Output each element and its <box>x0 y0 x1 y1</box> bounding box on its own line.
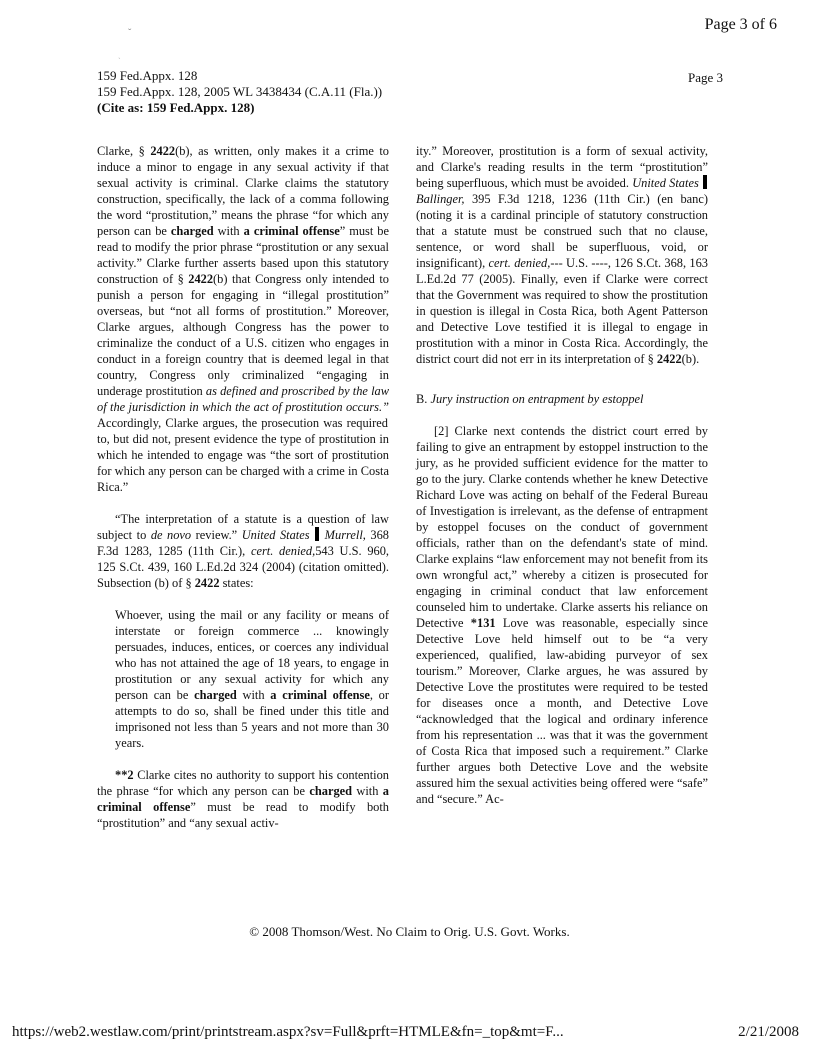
scan-mark: ˇ <box>128 28 132 39</box>
cite-as: (Cite as: 159 Fed.Appx. 128) <box>97 100 255 115</box>
case-link[interactable]: United States <box>241 528 310 542</box>
page-of-indicator: Page 3 of 6 <box>704 16 777 33</box>
print-url: https://web2.westlaw.com/print/printstream.aspx?sv=Full&prft=HTMLE&fn=_top&mt=F... <box>12 1024 564 1040</box>
block-quote: Whoever, using the mail or any facility or means of interstate or foreign commerce ... knowingly persuades, induces, entices, or coerces any individual who has not attained the age of 18 years, to engage in prostitution or any sexual activity for which any person can be charged with a criminal offense, or attempts to do so, shall be fined under this title and imprisoned not less than 5 years and not more than 30 years. <box>115 608 389 750</box>
copyright-notice: © 2008 Thomson/West. No Claim to Orig. U.S. Govt. Works. <box>249 924 570 939</box>
section-heading: B. Jury instruction on entrapment by estoppel <box>416 392 644 406</box>
star-page-marker: **2 <box>115 768 134 782</box>
redaction-bar <box>315 527 319 541</box>
redaction-bar <box>703 175 707 189</box>
citation-header <box>97 68 382 116</box>
print-date: 2/21/2008 <box>738 1024 799 1040</box>
citation-line-2: 159 Fed.Appx. 128, 2005 WL 3438434 (C.A.11 (Fla.)) <box>97 84 383 99</box>
scan-mark: ˎ <box>118 50 121 59</box>
right-column <box>416 143 708 823</box>
page-label: Page 3 <box>687 70 723 85</box>
case-link[interactable]: Murrell, <box>324 528 366 542</box>
star-page-marker: *131 <box>470 616 496 630</box>
paragraph: Clarke, § 2422(b), as written, only makes it a crime to induce a minor to engage in any sexual activity if that sexual activity is criminal. Clarke claims the statutory construction, specifically, the lack of a comma following the word “prostitution,” means the phrase “for which any person can be charged with a criminal offense” must be read to modify the prior phrase “prostitution or any sexual activity.” Clarke further asserts based upon this statutory construction of § 2422(b) that Congress only intended to punish a person for engaging in “illegal prostitution” overseas, but “not all forms of prostitution.” Moreover, Clarke argues, although Congress has the power to criminalize the conduct of a U.S. citizen who engages in conduct in a foreign country that is deemed legal in that country, Congress only criminalized “engaging in underage prostitution as defined and proscribed by the law of the jurisdiction in which the act of prostitution occurs.” Accordingly, Clarke argues, the prosecution was required to, but did not, present evidence the type of prostitution in which he intended to engage was “the sort of prostitution for which any person can be charged with a crime in Costa Rica.” <box>97 144 390 494</box>
case-link[interactable]: Ballinger, <box>416 192 465 206</box>
left-column <box>97 143 389 847</box>
paragraph: “The interpretation of a statute is a question of law subject to de novo review.” United States Murrell, 368 F.3d 1283, 1285 (11th Cir.), cert. denied,543 U.S. 960, 125 S.Ct. 439, 160 L.Ed.2d 324 (2004) (citation omitted). Subsection (b) of § 2422 states: <box>97 512 390 590</box>
citation-line-1: 159 Fed.Appx. 128 <box>97 68 198 83</box>
paragraph: ity.” Moreover, prostitution is a form of sexual activity, and Clarke's reading results in the term “prostitution” being superfluous, which must be avoided. United States Ballinger, 395 F.3d 1218, 1236 (11th Cir.) (en banc) (noting it is a cardinal principle of statutory construction that a statute must be construed such that no clause, sentence, or word shall be superfluous, void, or insignificant), cert. denied,--- U.S. ----, 126 S.Ct. 368, 163 L.Ed.2d 77 (2005). Finally, even if Clarke were correct that the Government was required to show the prostitution in question is illegal in Costa Rica, both Agent Patterson and Detective Love testified it is illegal to engage in prostitution with a minor in Costa Rica. Accordingly, the district court did not err in its interpretation of § 2422(b). <box>416 144 708 366</box>
paragraph: [2] Clarke next contends the district court erred by failing to give an entrapment by estoppel instruction to the jury, as he provided sufficient evidence for the matter to go to the jury. Clarke contends whether he knew Detective Richard Love was acting on behalf of the Federal Bureau of Investigation is irrelevant, as the defense of entrapment by estoppel focuses on the conduct of government officials, rather than on the defendant's state of mind. Clarke explains “law enforcement may not benefit from its own wrongful act,” whereby a citizen is prosecuted for engaging in criminal conduct that law enforcement counseled him to undertake. Clarke asserts his reliance on Detective *131 Love was reasonable, especially since Detective Love held himself out to be “a very experienced, qualified, law-abiding purveyor of sex tourism.” Moreover, Clarke argues, he was assured by Detective Love the prostitutes were required to be tested for diseases once a month, and Detective Love “acknowledged that the logical and ordinary inference from his representation ... was that it was the government of Costa Rica that imposed such a requirement.” Clarke further argues both Detective Love and the website assured him the sexual activities being offered were “safe” and “secure.” Ac- <box>416 424 708 806</box>
case-link[interactable]: United States <box>632 176 699 190</box>
paragraph: **2 Clarke cites no authority to support his contention the phrase “for which any person can be charged with a criminal offense” must be read to modify both “prostitution” and “any sexual activ- <box>97 768 389 830</box>
